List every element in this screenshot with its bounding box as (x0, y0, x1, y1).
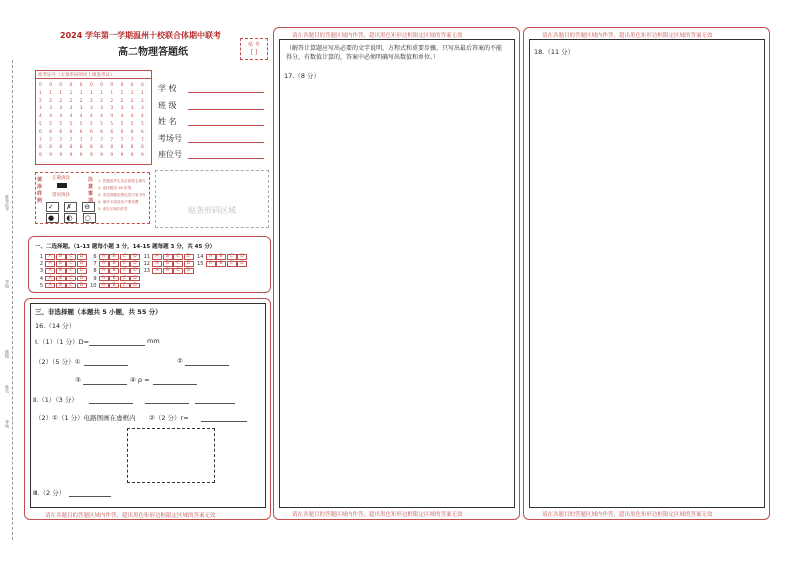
exam-id-bubble[interactable]: 5 (110, 122, 114, 127)
exam-id-bubble[interactable]: 4 (100, 114, 103, 120)
notes-title: 注意事项 (88, 177, 94, 204)
exam-id-bubble[interactable]: 4 (141, 114, 144, 120)
exam-id-bubble[interactable]: 3 (79, 106, 83, 112)
exam-id-bubble[interactable]: 1 (130, 90, 134, 96)
q16-ii2b: ②（2 分）r= (149, 414, 189, 422)
exam-id-bubble[interactable]: 0 (90, 83, 93, 88)
exam-id-bubble[interactable]: 6 (130, 129, 134, 135)
question-number: 14 (197, 254, 204, 260)
q16-iii: Ⅲ.（2 分） (33, 489, 66, 497)
exam-id-bubble[interactable]: 8 (100, 145, 103, 151)
choice-option-bubble[interactable]: C (120, 276, 130, 282)
choice-option-bubble[interactable]: B (163, 268, 173, 274)
half-mark-icon: ◐ (66, 214, 76, 222)
exam-id-bubble[interactable]: 4 (49, 114, 52, 120)
exam-id-bubble[interactable]: 3 (110, 106, 114, 112)
choice-option-bubble[interactable]: D (184, 268, 194, 274)
q17-label: 17.（8 分） (284, 72, 321, 80)
exam-id-bubble[interactable]: 6 (79, 129, 83, 135)
q16-i1-unit: mm (147, 337, 160, 345)
exam-id-bubble[interactable]: 6 (141, 129, 144, 135)
choice-option-bubble[interactable]: B (163, 261, 173, 267)
choice-option-bubble[interactable]: D (130, 261, 140, 267)
choice-title: 一、二选择题。（1-13 题每小题 3 分，14-15 题每题 3 分，共 45 分） (35, 244, 216, 250)
question-number: 2 (39, 261, 43, 268)
wrong-label: 错误填涂 (52, 193, 70, 198)
side-label-name: 姓名 (5, 385, 10, 393)
exam-id-bubble[interactable]: 5 (59, 122, 63, 127)
exam-id-bubble[interactable]: 5 (49, 122, 52, 127)
student-field-label: 姓 名 (158, 117, 177, 126)
exam-id-bubble[interactable]: 2 (110, 98, 114, 104)
q16-i3: ③ (75, 376, 81, 384)
exam-id-bubble[interactable]: 1 (59, 90, 63, 96)
exam-id-bubble[interactable]: 0 (141, 83, 144, 88)
question-number: 4 (39, 275, 43, 282)
question-number: 13 (143, 268, 150, 275)
q18-label: 18.（11 分） (534, 48, 575, 56)
exam-id-bubble[interactable]: 7 (141, 137, 144, 143)
fill-guide-title: 填涂样例 (37, 177, 43, 204)
choice-option-bubble[interactable]: D (130, 283, 140, 289)
exam-id-bubble[interactable]: 3 (69, 106, 73, 112)
exam-id-bubble[interactable]: 7 (110, 137, 114, 143)
exam-id-bubble[interactable]: 5 (100, 122, 103, 127)
exam-id-bubble[interactable]: 2 (141, 98, 144, 104)
choice-option-bubble[interactable]: A (45, 254, 55, 260)
question-number: 5 (39, 282, 43, 289)
middle-panel (273, 27, 520, 520)
choice-option-bubble[interactable]: B (56, 276, 66, 282)
q16-ii2: （2）①（1 分）电路图画在虚框内 (35, 414, 136, 422)
exam-id-bubble[interactable]: 1 (79, 90, 83, 96)
question-number: 6 (93, 254, 97, 260)
exam-id-bubble[interactable]: 5 (120, 122, 124, 127)
choice-option-bubble[interactable]: A (152, 268, 162, 274)
circle-mark-icon: ○ (84, 214, 94, 222)
exam-id-bubble[interactable]: 3 (120, 106, 124, 112)
choice-option-bubble[interactable]: B (109, 254, 119, 260)
choice-option-bubble[interactable]: C (66, 261, 76, 267)
exam-id-bubble[interactable]: 2 (69, 98, 73, 104)
exam-id-bubble[interactable]: 0 (100, 83, 103, 88)
exam-id-grid (35, 70, 152, 165)
exam-id-bubble[interactable]: 9 (79, 153, 83, 159)
answer-line-iii (69, 496, 111, 497)
choice-panel (28, 236, 271, 293)
barcode-label: 贴条形码区域 (188, 206, 236, 215)
choice-option-bubble[interactable]: B (163, 254, 173, 260)
answer-line-i3b (153, 384, 197, 385)
question-number: 1 (39, 254, 43, 260)
exam-id-bubble[interactable]: 6 (69, 129, 73, 135)
exam-id-bubble[interactable]: 5 (79, 122, 83, 127)
choice-option-bubble[interactable]: B (56, 283, 66, 289)
exam-id-bubble[interactable]: 8 (141, 145, 144, 151)
exam-id-bubble[interactable]: 2 (90, 98, 93, 104)
choice-option-bubble[interactable]: C (120, 261, 130, 267)
question-number: 12 (143, 261, 150, 268)
exam-id-bubble[interactable]: 4 (130, 114, 134, 120)
answer-line-ii1c (195, 403, 235, 404)
fill-guide (35, 172, 150, 224)
exam-id-bubble[interactable]: 6 (110, 129, 114, 135)
exam-id-bubble[interactable]: 6 (49, 129, 52, 135)
exam-id-bubble[interactable]: 0 (59, 83, 63, 88)
choice-option-bubble[interactable]: B (216, 261, 226, 267)
exam-id-bubble[interactable]: 2 (39, 98, 42, 104)
exam-id-bubble[interactable]: 0 (120, 83, 124, 88)
student-field-label: 学 校 (158, 84, 177, 93)
side-label-class: 班级 (5, 350, 10, 358)
choice-option-bubble[interactable]: D (77, 261, 87, 267)
exam-id-bubble[interactable]: 3 (39, 106, 42, 112)
note-item: 4. 保持卡面清洁不要折叠 (98, 200, 139, 204)
exam-id-bubble[interactable]: 1 (120, 90, 124, 96)
question-number: 7 (93, 261, 97, 268)
q16-i3b: ④ ρ = (130, 376, 150, 384)
student-field-label: 考场号 (158, 133, 182, 143)
exam-id-bubble[interactable]: 4 (120, 114, 124, 120)
exam-id-bubble[interactable]: 7 (49, 137, 52, 143)
choice-option-bubble[interactable]: A (99, 268, 109, 274)
exam-id-bubble[interactable]: 0 (49, 83, 52, 88)
exam-id-bubble[interactable]: 1 (90, 90, 93, 96)
q16-i1: Ⅰ.（1）（1 分）D= (35, 338, 90, 346)
choice-option-bubble[interactable]: A (45, 276, 55, 282)
choice-option-bubble[interactable]: B (109, 261, 119, 267)
q16-i2b: ② (177, 357, 183, 365)
exam-id-bubble[interactable]: 9 (100, 153, 103, 159)
exam-id-bubble[interactable]: 7 (69, 137, 73, 143)
answer-line-i2b (185, 365, 229, 366)
exam-id-bubble[interactable]: 7 (59, 137, 63, 143)
exam-id-bubble[interactable]: 1 (49, 90, 52, 96)
choice-option-bubble[interactable]: D (184, 254, 194, 260)
note-item: 3. 非选择题用黑色签字笔书写 (98, 193, 146, 197)
exam-id-bubble[interactable]: 9 (39, 153, 42, 159)
exam-id-bubble[interactable]: 1 (69, 90, 73, 96)
exam-id-bubble[interactable]: 7 (79, 137, 83, 143)
question-number: 8 (93, 268, 97, 275)
exam-id-bubble[interactable]: 7 (100, 137, 103, 143)
choice-option-bubble[interactable]: A (99, 283, 109, 289)
exam-id-bubble[interactable]: 7 (90, 137, 93, 143)
choice-option-bubble[interactable]: C (173, 261, 183, 267)
warning-middle-bottom: 请在各题目的答题区域内作答，超出黑色矩形边框限定区域的答案无效 (292, 512, 463, 518)
answer-line-i3a (83, 384, 127, 385)
choice-option-bubble[interactable]: A (206, 254, 216, 260)
student-field-input[interactable] (188, 125, 264, 126)
student-field-input[interactable] (188, 109, 264, 110)
choice-option-bubble[interactable]: A (152, 254, 162, 260)
circuit-drawing-box (127, 428, 215, 483)
ab-box (240, 38, 268, 60)
student-field-input[interactable] (188, 142, 264, 143)
choice-option-bubble[interactable]: A (152, 261, 162, 267)
exam-id-bubble[interactable]: 4 (39, 114, 42, 120)
exam-id-bubble[interactable]: 1 (39, 90, 42, 96)
note-item: 1. 答题前考生务必将姓名填写 (98, 179, 146, 183)
choice-option-bubble[interactable]: C (66, 254, 76, 260)
q16-label: 16.（14 分） (35, 322, 76, 330)
choice-option-bubble[interactable]: C (173, 254, 183, 260)
choice-option-bubble[interactable]: C (66, 276, 76, 282)
student-field-input[interactable] (188, 158, 264, 159)
exam-id-bubble[interactable]: 5 (141, 122, 144, 127)
choice-option-bubble[interactable]: C (66, 268, 76, 274)
exam-id-bubble[interactable]: 1 (141, 90, 144, 96)
warning-left-bottom: 请在各题目的答题区域内作答，超出黑色矩形边框限定区域的答案无效 (45, 513, 216, 519)
choice-option-bubble[interactable]: A (45, 268, 55, 274)
choice-option-bubble[interactable]: C (120, 254, 130, 260)
choice-option-bubble[interactable]: C (173, 268, 183, 274)
wrong-fill-samples-2 (46, 214, 96, 222)
nonchoice-title: 三、非选择题（本题共 5 小题，共 55 分） (35, 308, 162, 316)
exam-id-bubble[interactable]: 3 (100, 106, 103, 112)
exam-id-bubble[interactable]: 4 (69, 114, 73, 120)
ab-label: 贴 考 (248, 42, 260, 48)
choice-option-bubble[interactable]: B (216, 254, 226, 260)
exam-id-bubble[interactable]: 2 (130, 98, 134, 104)
choice-option-bubble[interactable]: D (77, 268, 87, 274)
choice-option-bubble[interactable]: C (66, 283, 76, 289)
question-number: 9 (93, 275, 97, 282)
right-frame (529, 39, 765, 508)
choice-option-bubble[interactable]: A (45, 261, 55, 267)
ab-value: [ ] (250, 49, 258, 56)
choice-option-bubble[interactable]: D (130, 276, 140, 282)
exam-id-bubble[interactable]: 9 (141, 153, 144, 159)
choice-option-bubble[interactable]: A (99, 276, 109, 282)
correct-fill-sample (57, 183, 67, 188)
exam-id-bubble[interactable]: 0 (130, 83, 134, 88)
exam-id-bubble[interactable]: 6 (100, 129, 103, 135)
answer-line-ii1b (145, 403, 189, 404)
q16-ii1: Ⅱ.（1）（3 分） (33, 396, 78, 404)
choice-option-bubble[interactable]: D (77, 276, 87, 282)
side-label-id: 准考证号 (5, 195, 10, 211)
choice-option-bubble[interactable]: D (237, 254, 247, 260)
exam-id-bubble[interactable]: 9 (120, 153, 124, 159)
exam-id-bubble[interactable]: 9 (90, 153, 93, 159)
cross-mark-icon: ✗ (66, 203, 75, 211)
exam-id-bubble[interactable]: 8 (59, 145, 63, 151)
exam-id-bubble[interactable]: 3 (49, 106, 52, 112)
exam-id-bubble[interactable]: 9 (59, 153, 63, 159)
answer-line-ii2 (201, 421, 247, 422)
exam-id-bubble[interactable]: 5 (39, 122, 42, 127)
side-label-room: 考场 (5, 420, 10, 428)
exam-id-bubble[interactable]: 2 (120, 98, 124, 104)
answer-line-i2a (84, 365, 128, 366)
exam-id-bubble[interactable]: 4 (59, 114, 63, 120)
q16-i2: （2）（5 分）① (35, 358, 81, 366)
exam-id-bubble[interactable]: 3 (130, 106, 134, 112)
exam-id-bubble[interactable]: 0 (69, 83, 73, 88)
exam-id-bubble[interactable]: 8 (130, 145, 134, 151)
choice-option-bubble[interactable]: C (227, 261, 237, 267)
student-field-label: 座位号 (158, 150, 182, 159)
exam-id-bubble[interactable]: 7 (120, 137, 124, 143)
choice-option-bubble[interactable]: C (120, 283, 130, 289)
note-item: 2. 选择题用 2B 铅笔 (98, 186, 132, 190)
question-number: 15 (197, 261, 204, 268)
exam-id-bubble[interactable]: 4 (110, 114, 114, 120)
warning-middle-top: 请在各题目的答题区域内作答，超出黑色矩形边框限定区域的答案无效 (292, 33, 463, 39)
choice-option-bubble[interactable]: A (99, 261, 109, 267)
warning-right-top: 请在各题目的答题区域内作答，超出黑色矩形边框限定区域的答案无效 (542, 33, 713, 39)
exam-id-bubble[interactable]: 9 (49, 153, 52, 159)
question-number: 3 (39, 268, 43, 275)
exam-id-bubble[interactable]: 8 (49, 145, 52, 151)
exam-id-bubble[interactable]: 3 (90, 106, 93, 112)
choice-option-bubble[interactable]: D (77, 254, 87, 260)
exam-id-bubbles (36, 79, 151, 164)
question-number: 11 (143, 254, 150, 260)
exam-id-bubble[interactable]: 1 (110, 90, 114, 96)
exam-id-bubble[interactable]: 6 (59, 129, 63, 135)
note-item: 5. 请在区域内作答 (98, 207, 128, 211)
choice-option-bubble[interactable]: B (109, 283, 119, 289)
choice-bubbles (29, 252, 272, 292)
choice-option-bubble[interactable]: D (130, 268, 140, 274)
choice-option-bubble[interactable]: B (109, 268, 119, 274)
choice-option-bubble[interactable]: A (99, 254, 109, 260)
correct-label: 正确填涂 (52, 176, 70, 181)
exam-id-bubble[interactable]: 8 (69, 145, 73, 151)
check-mark-icon: ✓ (48, 203, 57, 211)
answer-line-i1 (89, 345, 145, 346)
exam-id-bubble[interactable]: 0 (39, 83, 42, 88)
dot-mark-icon: ● (48, 214, 58, 222)
exam-id-bubble[interactable]: 9 (130, 153, 134, 159)
choice-option-bubble[interactable]: B (56, 254, 66, 260)
exam-id-bubble[interactable]: 9 (69, 153, 73, 159)
exam-id-bubble[interactable]: 5 (90, 122, 93, 127)
middle-intro: （解答计算题应写出必要的文字说明、方程式和重要步骤，只写出最后答案的不能得分，有数值计算的，答案中必须明确写出数值和单位。） (286, 45, 503, 61)
choice-option-bubble[interactable]: D (77, 283, 87, 289)
exam-id-bubble[interactable]: 3 (141, 106, 144, 112)
exam-id-bubble[interactable]: 9 (110, 153, 114, 159)
choice-option-bubble[interactable]: B (56, 261, 66, 267)
middle-frame (279, 39, 515, 508)
barcode-area (155, 170, 269, 228)
exam-id-bubble[interactable]: 0 (110, 83, 114, 88)
slash-mark-icon: ⊖ (84, 203, 94, 211)
exam-id-bubble[interactable]: 8 (39, 145, 42, 151)
exam-id-bubble[interactable]: 3 (59, 106, 63, 112)
nonchoice-panel (24, 298, 271, 520)
exam-id-bubble[interactable]: 8 (79, 145, 83, 151)
warning-right-bottom: 请在各题目的答题区域内作答，超出黑色矩形边框限定区域的答案无效 (542, 512, 713, 518)
choice-option-bubble[interactable]: A (45, 283, 55, 289)
choice-option-bubble[interactable]: D (184, 261, 194, 267)
exam-id-bubble[interactable]: 0 (79, 83, 83, 88)
exam-id-bubble[interactable]: 2 (100, 98, 103, 104)
student-field-input[interactable] (188, 92, 264, 93)
answer-line-ii1a (89, 403, 133, 404)
student-field-label: 班 级 (158, 100, 177, 110)
question-number: 10 (90, 282, 97, 289)
exam-title: 2024 学年第一学期温州十校联合体期中联考 (60, 31, 222, 40)
exam-id-bubble[interactable]: 2 (59, 98, 63, 104)
answer-sheet-title: 高二物理答题纸 (118, 47, 188, 58)
choice-option-bubble[interactable]: D (130, 254, 140, 260)
choice-option-bubble[interactable]: C (120, 268, 130, 274)
exam-id-bubble[interactable]: 5 (69, 122, 73, 127)
exam-id-bubble[interactable]: 2 (79, 98, 83, 104)
exam-id-bubble[interactable]: 5 (130, 122, 134, 127)
notes-list (98, 178, 150, 213)
choice-option-bubble[interactable]: C (227, 254, 237, 260)
side-label-school: 学校 (5, 280, 10, 288)
exam-id-bubble[interactable]: 6 (120, 129, 124, 135)
exam-id-bubble[interactable]: 4 (90, 114, 93, 120)
exam-id-bubble[interactable]: 8 (90, 145, 93, 151)
choice-option-bubble[interactable]: D (237, 261, 247, 267)
choice-option-bubble[interactable]: A (206, 261, 216, 267)
choice-option-bubble[interactable]: B (109, 276, 119, 282)
side-cut-line (12, 60, 13, 540)
exam-id-bubble[interactable]: 4 (79, 114, 83, 120)
exam-id-label: 准考证号（无条形码的同上填准考证） (36, 71, 151, 79)
exam-id-bubble[interactable]: 2 (49, 98, 52, 104)
exam-id-bubble[interactable]: 6 (90, 129, 93, 135)
exam-id-bubble[interactable]: 7 (39, 137, 42, 143)
exam-id-bubble[interactable]: 8 (110, 145, 114, 151)
choice-option-bubble[interactable]: B (56, 268, 66, 274)
exam-id-bubble[interactable]: 8 (120, 145, 124, 151)
exam-id-bubble[interactable]: 7 (130, 137, 134, 143)
right-panel (523, 27, 770, 520)
exam-id-bubble[interactable]: 1 (100, 90, 103, 96)
exam-id-bubble[interactable]: 6 (39, 129, 42, 135)
